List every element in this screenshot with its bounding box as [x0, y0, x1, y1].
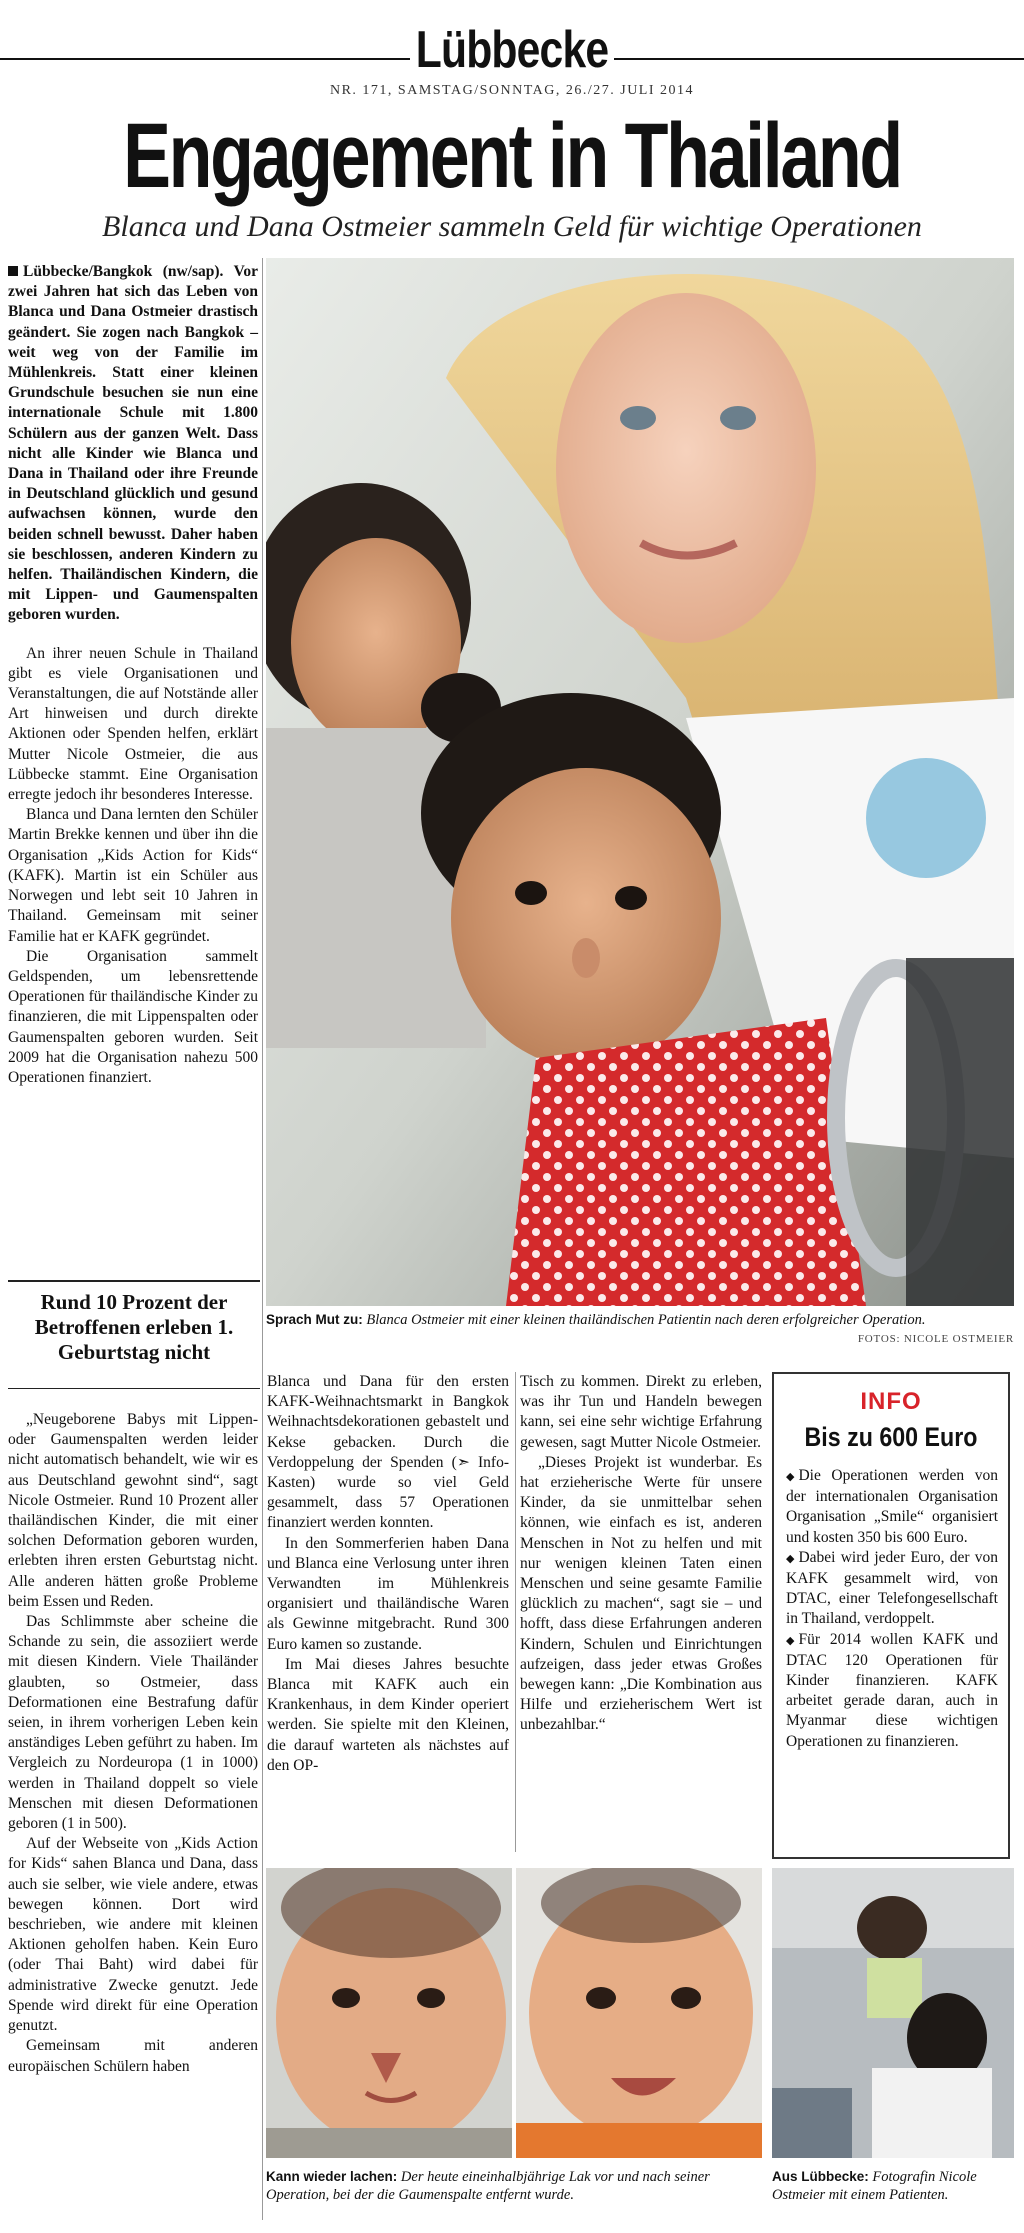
diamond-bullet-icon: ◆ [786, 1552, 795, 1565]
paragraph: Gemeinsam mit anderen europäischen Schülern haben [8, 2037, 258, 2075]
article-column-1-top [8, 262, 258, 1088]
paragraph: In den Sommerferien haben Dana und Blanca eine Verlosung unter ihren Verwandten im Mühlenkreis organisiert und thailändische Waren als Gewinne mitgebracht. Rund 300 Euro kamen so zustande. [267, 1534, 509, 1653]
paragraph: Auf der Webseite von „Kids Action for Kids“ sahen Blanca und Dana, dass auch sie selber, wie viele andere, etwas bewegen können. Dort wird beschrieben, wie andere mit kleinen Aktionen geholfen haben. Kein Euro (oder Thai Baht) wird dabei für administrative Zwecke genutzt. Jede Spende wird direkt für eine Operation genutzt. [8, 1835, 258, 2035]
photographer-photo-image [772, 1868, 1014, 2158]
subhead-rule-top [8, 1280, 260, 1282]
column-divider [262, 258, 263, 2220]
paragraph: An ihrer neuen Schule in Thailand gibt es viele Organisationen und Veranstaltungen, die auf Notstände aller Art hinweisen und durch direkte Aktionen oder Spenden helfen, erklärt Mutter Nicole Ostmeier, die aus Lübbecke stammt. Eine Organisation erregte jedoch ihr besonderes Interesse. [8, 644, 258, 804]
caption-label: Aus Lübbecke: [772, 2169, 869, 2184]
photo-credit: FOTOS: NICOLE OSTMEIER [857, 1333, 1014, 1345]
issue-line: NR. 171, SAMSTAG/SONNTAG, 26./27. JULI 2014 [329, 83, 695, 98]
lead-paragraph: (nw/sap). Vor zwei Jahren hat sich das Leben von Blanca und Dana Ostmeier drastisch geändert. Sie zogen nach Bangkok – weit weg von der Familie im Mühlenkreis. Statt einer kleinen Grundschule besuchen sie nun eine internationale Schule mit 1.800 Schülern aus der ganzen Welt. Dass nicht alle Kinder wie Blanca und Dana in Thailand oder ihre Freunde in Deutschland glücklich und gesund aufwachsen können, wurde den beiden schnell bewusst. Daher haben sie beschlossen, anderen Kindern zu helfen. Thailändischen Kindern, die mit Lippen- und Gaumenspalten geboren wurden. [8, 263, 258, 624]
main-photo-image [266, 258, 1014, 1306]
article-column-3 [520, 1372, 762, 1736]
photo-before-surgery [266, 1868, 512, 2158]
paragraph: Die Organisation sammelt Geldspenden, um lebensrettende Operationen für thailändische Kinder zu finanzieren, die mit Lippenspalten oder Gaumenspalten geboren wurden. Seit 2009 hat die Organisation nahezu 500 Operationen finanziert. [8, 947, 258, 1086]
info-title: Bis zu 600 Euro [804, 1422, 978, 1452]
paragraph: „Dieses Projekt ist wunderbar. Es hat erzieherische Werte für unsere Kinder, da sie unmittelbar sehen können, wie einfach es ist, anderen Menschen in Not zu helfen und mit nur wenigen kleinen Taten einen Menschen und seine gesamte Familie glücklich zu machen“, sagt sie – und hofft, dass diese Erfahrungen anderen Kindern, Schulen und Einrichtungen aufzeigen, dass jeder etwas Großes bewegen kann: „Die Kombination aus Hilfe und erzieherischem Wert ist unbezahlbar.“ [520, 1453, 762, 1734]
info-list [786, 1466, 998, 1752]
paragraph: Das Schlimmste aber scheine die Schande zu sein, die assoziiert werde mit diesen Kindern. Viele Thailänder glaubten, so Ostmeier, dass Deformationen eine Bestrafung dafür seien, in ihrem vorherigen Leben kein anständiges Leben geführt zu haben. Im Vergleich zu Nordeuropa (1 in 1000) werden in Thailand doppelt so viele Menschen mit diesen Deformationen geboren (1 in 500). [8, 1613, 258, 1833]
diamond-bullet-icon: ◆ [786, 1471, 795, 1483]
dateline-marker [8, 266, 18, 276]
article-column-2 [267, 1372, 509, 1776]
info-label: INFO [860, 1388, 922, 1415]
column-divider [515, 1372, 516, 1852]
info-item: ◆ Für 2014 wollen KAFK und DTAC 120 Operationen für Kinder finanzieren. KAFK arbeitet gerade daran, auch in Myanmar diese wichtigen Operationen zu finanzieren. [786, 1630, 998, 1750]
subheadline: Blanca und Dana Ostmeier sammeln Geld für wichtige Operationen [102, 210, 922, 243]
paragraph: „Neugeborene Babys mit Lippen- oder Gaumenspalten werden leider nicht automatisch behandelt, wie wir es aus Deutschland gewohnt sind“, sagt Nicole Ostmeier. Rund 10 Prozent aller thailändischen Kinder, die mit einer solchen Deformation geboren wurden, erlebten ihren ersten Geburtstag nicht. Alle anderen hätten große Probleme beim Essen und Reden. [8, 1411, 258, 1610]
caption-label: Sprach Mut zu: [266, 1312, 363, 1327]
before-photo-image [266, 1868, 512, 2158]
caption-text: Fotografin Nicole Ostmeier mit einem Patienten. [772, 2169, 977, 2203]
paragraph: Im Mai dieses Jahres besuchte Blanca mit KAFK auch ein Krankenhaus, in dem Kinder operiert werden. Sie spielte mit den Kleinen, die darauf warteten als nächstes auf den OP- [267, 1655, 509, 1774]
photo-photographer [772, 1868, 1014, 2158]
diamond-bullet-icon: ◆ [786, 1634, 795, 1647]
caption-label: Kann wieder lachen: [266, 2169, 398, 2184]
dateline: Lübbecke/Bangkok [23, 263, 153, 280]
headline: Engagement in Thailand [123, 105, 901, 207]
info-box [772, 1372, 1010, 1859]
main-photo [266, 258, 1014, 1306]
caption-text: Der heute eineinhalbjährige Lak vor und nach seiner Operation, bei der die Gaumenspalte entfernt wurde. [266, 2169, 710, 2203]
info-item: ◆ Dabei wird jeder Euro, der von KAFK gesammelt wird, von DTAC, einer Telefongesellschaft in Thailand, verdoppelt. [786, 1548, 998, 1628]
photo-after-surgery [516, 1868, 762, 2158]
main-photo-caption [266, 1311, 1014, 1329]
paragraph: Blanca und Dana für den ersten KAFK-Weihnachtsmarkt in Bangkok Weihnachtsdekorationen gebastelt und Kekse gebacken. Durch die Verdoppelung der Spenden (➣ Info-Kasten) wurde so viel Geld gesammelt, dass 57 Operationen finanziert werden konnten. [267, 1373, 509, 1532]
section-title: Lübbecke [415, 21, 609, 79]
article-column-1-bottom [8, 1410, 258, 2077]
caption-text: Blanca Ostmeier mit einer kleinen thailändischen Patientin nach deren erfolgreicher Operation. [366, 1312, 926, 1328]
paragraph: Tisch zu kommen. Direkt zu erleben, was ihr Tun und Handeln bewegen kann, sei eine sehr wichtige Erfahrung gewesen, sagt Mutter Nicole Ostmeier. [520, 1373, 762, 1451]
paragraph: Blanca und Dana lernten den Schüler Martin Brekke kennen und über ihn die Organisation „Kids Action for Kids“ (KAFK). Martin ist ein Schüler aus Norwegen und lebt seit 10 Jahren in Thailand. Gemeinsam mit seiner Familie hat er KAFK gegründet. [8, 806, 258, 945]
after-photo-image [516, 1868, 762, 2158]
subhead-rule-bottom [8, 1388, 260, 1389]
pair-photo-caption [266, 2168, 762, 2204]
inline-subheading: Rund 10 Prozent der Betroffenen erleben 1. Geburtstag nicht [34, 1290, 234, 1364]
info-item: ◆ Die Operationen werden von der internationalen Organisation Organisation „Smile“ organisiert und kosten 350 bis 600 Euro. [786, 1467, 998, 1546]
single-photo-caption [772, 2168, 1014, 2204]
